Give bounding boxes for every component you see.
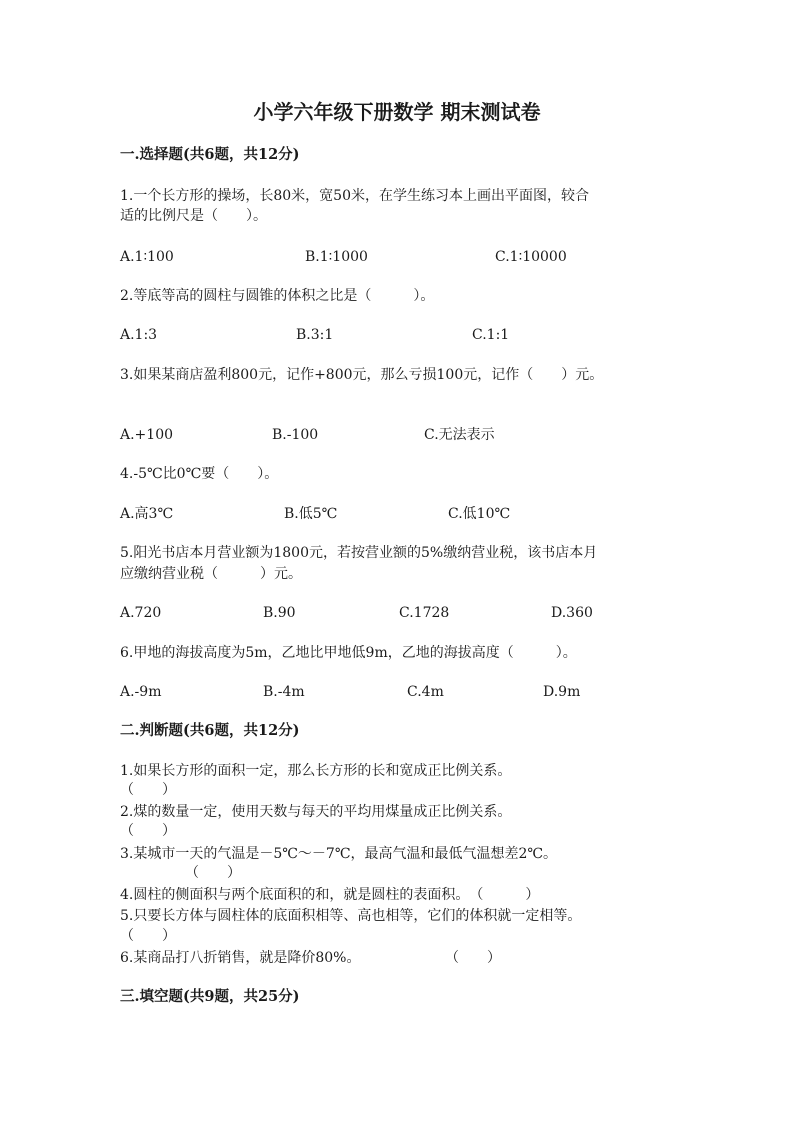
question-5-option-c: C.1728 — [399, 605, 450, 621]
question-3-option-c: C.无法表示 — [424, 427, 495, 443]
judge-item-5-text: 5.只要长方体与圆柱体的底面积相等、高也相等，它们的体积就一定相等。 — [120, 908, 582, 924]
question-5-option-a: A.720 — [120, 605, 162, 621]
question-3-option-b: B.-100 — [272, 427, 319, 443]
question-5-line-2: 应缴纳营业税（ ）元。 — [120, 566, 302, 582]
question-5-option-d: D.360 — [551, 605, 593, 621]
question-6-option-a: A.-9m — [120, 684, 162, 700]
judge-item-1-blank: （ ） — [120, 782, 176, 798]
judge-item-3-text: 3.某城市一天的气温是－5℃～－7℃，最高气温和最低气温想差2℃。 — [120, 846, 558, 862]
question-6-option-b: B.-4m — [263, 684, 305, 700]
judge-item-6-blank: （ ） — [445, 950, 501, 966]
question-4-option-a: A.高3℃ — [120, 506, 174, 522]
question-3-line-1: 3.如果某商店盈利800元，记作+800元，那么亏损100元，记作（ ）元。 — [120, 367, 604, 383]
judge-item-5-blank: （ ） — [120, 928, 176, 944]
question-6-option-d: D.9m — [543, 684, 581, 700]
question-5-line-1: 5.阳光书店本月营业额为1800元，若按营业额的5%缴纳营业税，该书店本月 — [120, 545, 598, 561]
question-3-option-a: A.+100 — [120, 427, 174, 443]
question-5-option-b: B.90 — [263, 605, 296, 621]
section-heading-judge: 二.判断题(共6题，共12分) — [120, 722, 300, 739]
judge-item-1-text: 1.如果长方形的面积一定，那么长方形的长和宽成正比例关系。 — [120, 763, 512, 779]
question-4-option-c: C.低10℃ — [448, 506, 511, 522]
question-4-option-b: B.低5℃ — [284, 506, 338, 522]
question-6-option-c: C.4m — [407, 684, 444, 700]
judge-item-4-text: 4.圆柱的侧面积与两个底面积的和，就是圆柱的表面积。 （ ） — [120, 887, 540, 903]
question-2-line-1: 2.等底等高的圆柱与圆锥的体积之比是（ ）。 — [120, 288, 435, 304]
question-1-option-b: B.1∶1000 — [305, 249, 368, 265]
question-1-line-2: 适的比例尺是（ ）。 — [120, 208, 267, 224]
page-title: 小学六年级下册数学 期末测试卷 — [253, 100, 541, 124]
judge-item-2-text: 2.煤的数量一定，使用天数与每天的平均用煤量成正比例关系。 — [120, 804, 512, 820]
judge-item-6-text: 6.某商品打八折销售，就是降价80%。 — [120, 950, 361, 966]
question-4-line-1: 4.-5℃比0℃要（ ）。 — [120, 466, 279, 482]
judge-item-3-blank: （ ） — [185, 865, 241, 881]
judge-item-2-blank: （ ） — [120, 823, 176, 839]
question-6-line-1: 6.甲地的海拔高度为5m，乙地比甲地低9m，乙地的海拔高度（ ）。 — [120, 645, 577, 661]
section-heading-fill: 三.填空题(共9题，共25分) — [120, 988, 300, 1005]
question-2-option-b: B.3:1 — [296, 327, 334, 343]
section-heading-choice: 一.选择题(共6题，共12分) — [120, 146, 300, 163]
question-1-option-c: C.1∶10000 — [495, 249, 567, 265]
question-2-option-c: C.1:1 — [472, 327, 510, 343]
question-1-option-a: A.1∶100 — [120, 249, 174, 265]
question-1-line-1: 1.一个长方形的操场，长80米，宽50米，在学生练习本上画出平面图，较合 — [120, 188, 589, 204]
question-2-option-a: A.1:3 — [120, 327, 158, 343]
